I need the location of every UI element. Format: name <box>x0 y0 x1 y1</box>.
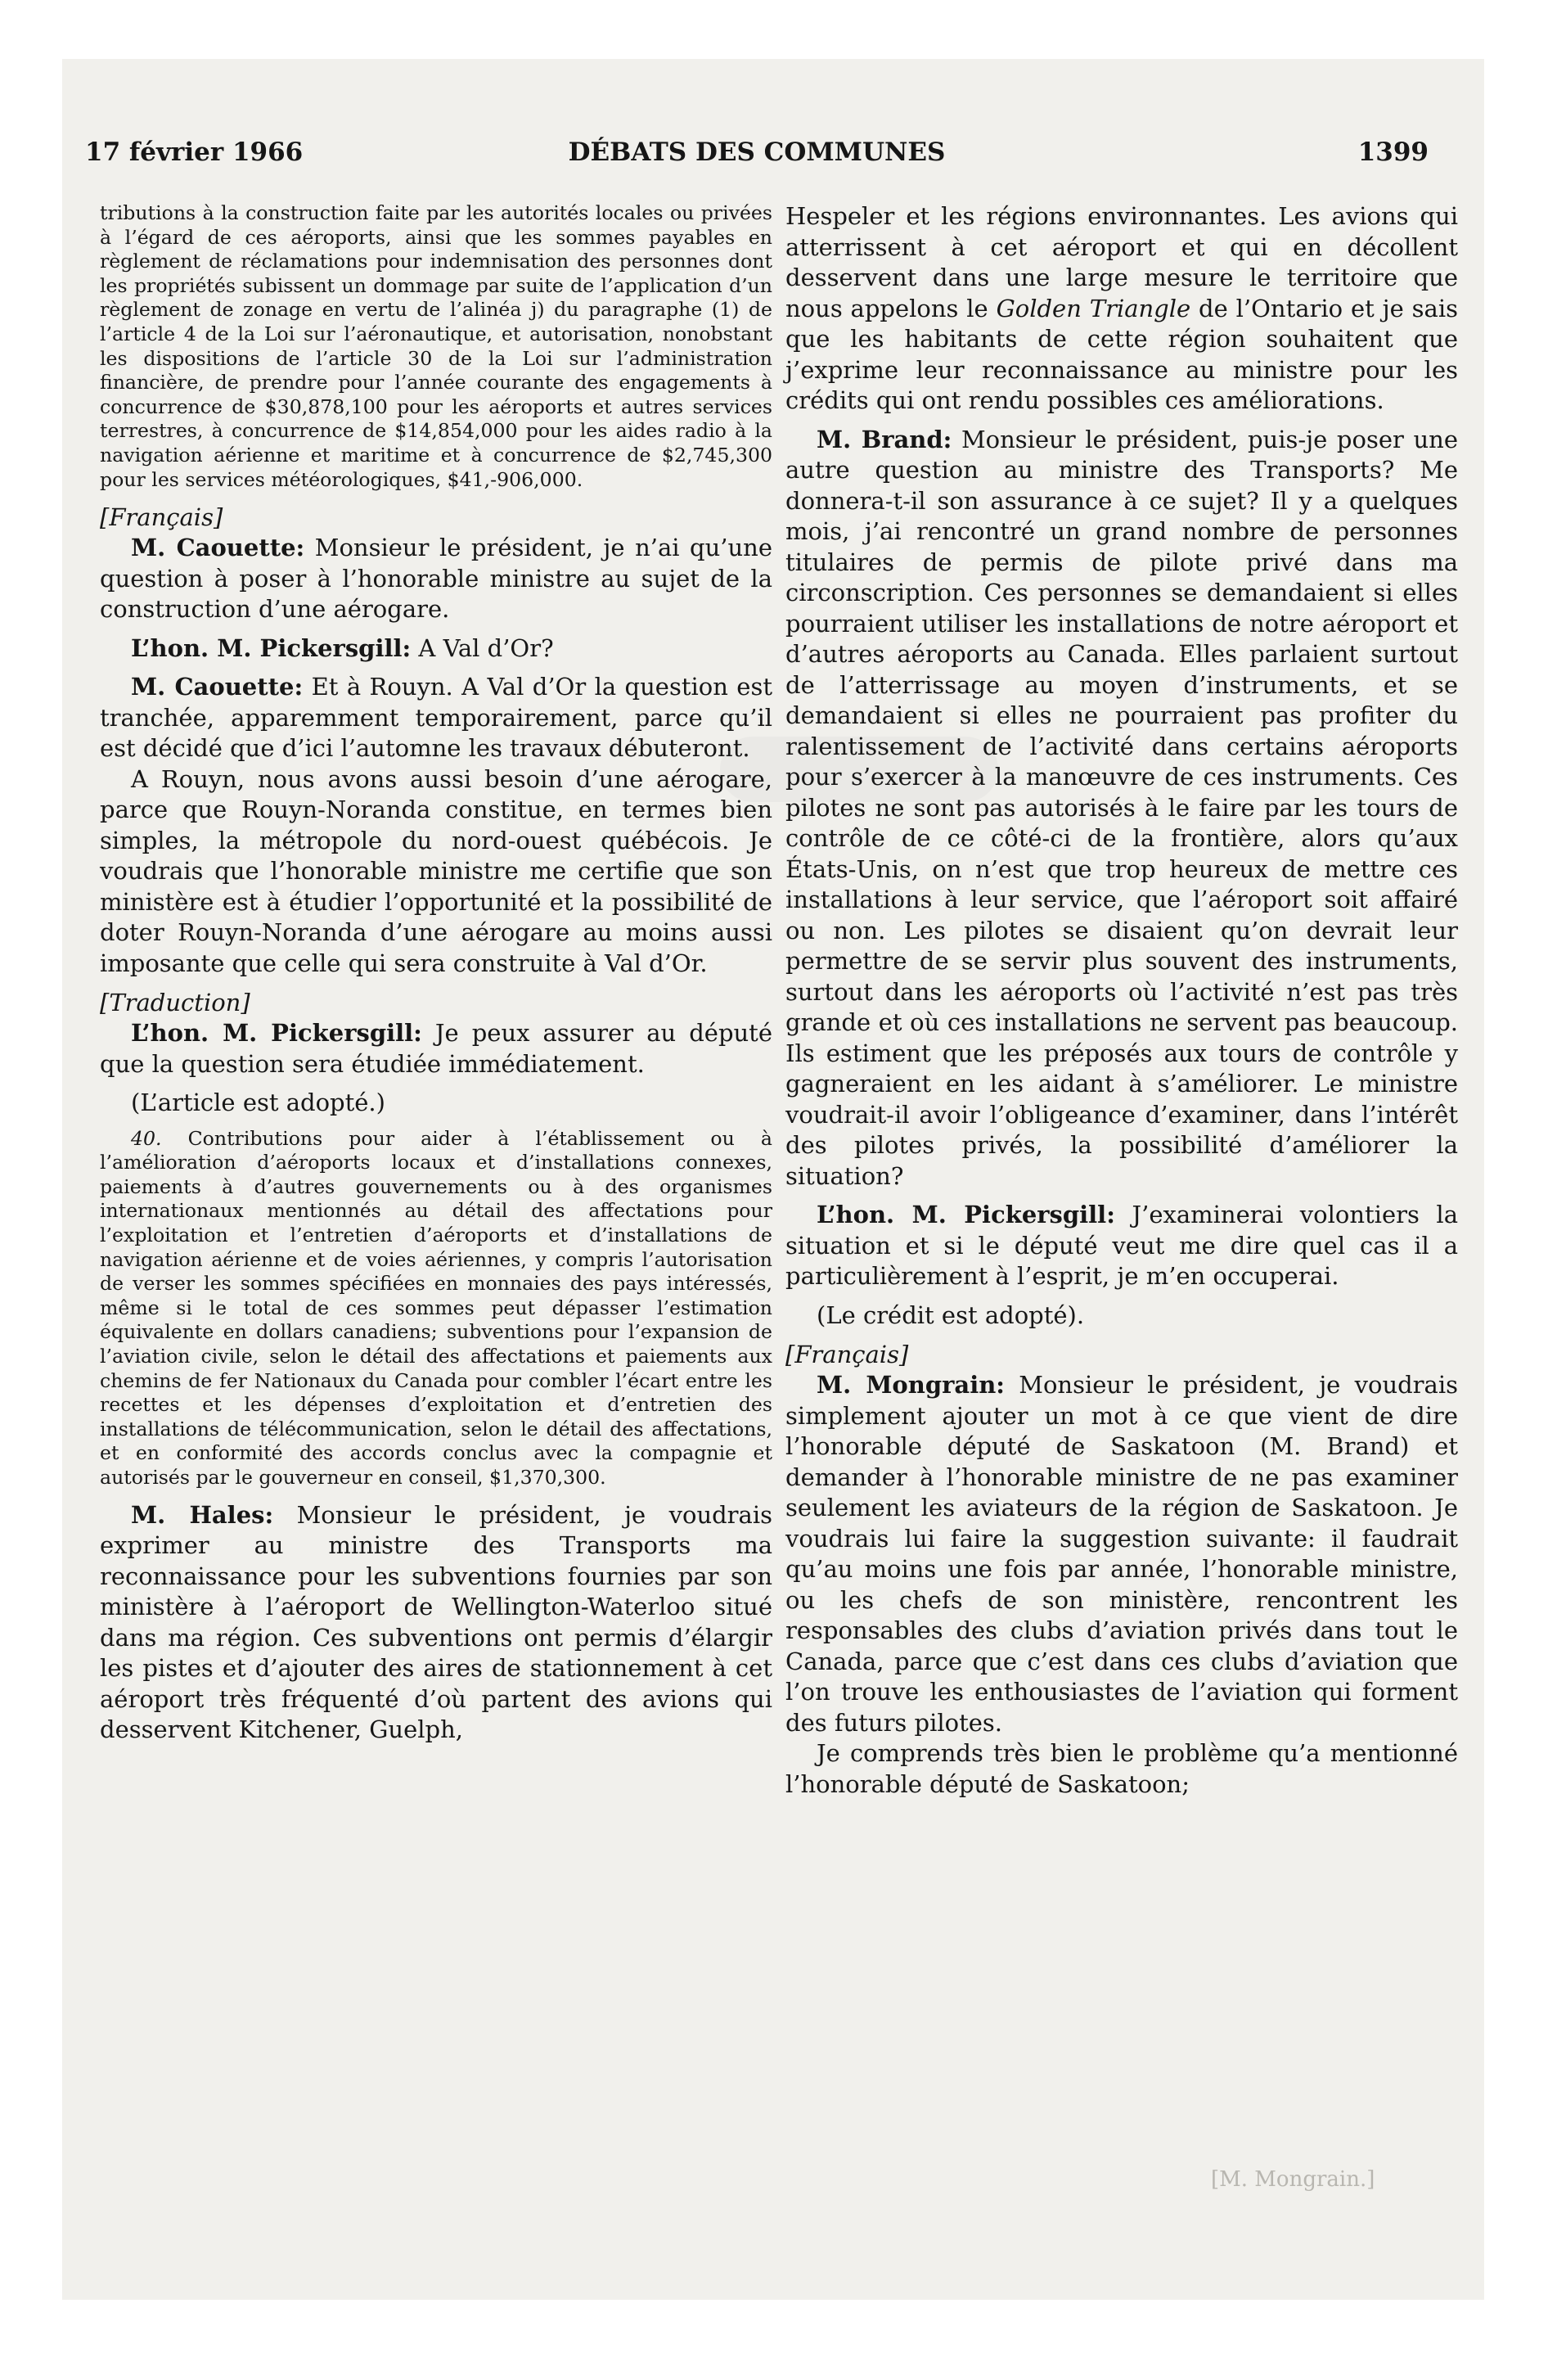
speech-pickersgill-1 <box>100 633 772 665</box>
speech-text: Je peux assurer au député que la question sera étudiée immédiatement. <box>100 1019 772 1078</box>
adoption-note-1: (L’article est adopté.) <box>131 1089 385 1117</box>
language-tag-francais-2: [Français] <box>785 1341 909 1368</box>
language-tag-francais: [Français] <box>100 503 223 532</box>
header-date: 17 février 1966 <box>85 137 304 167</box>
speech-pickersgill-2 <box>100 1018 772 1080</box>
speaker-name: L’hon. M. Pickersgill: <box>131 1019 422 1048</box>
speech-caouette-2-continued: A Rouyn, nous avons aussi besoin d’une aérogare, parce que Rouyn-Noranda constitue, en termes bien simples, la métropole du nord-ouest québécois. Je voudrais que l’honorable ministre me certifie que son ministère est à étudier l’opportunité et la possibilité de doter Rouyn-Noranda d’une aérogare au moins aussi imposante que celle qui sera construite à Val d’Or. <box>100 764 772 977</box>
speech-text: Monsieur le président, je n’ai qu’une question à poser à l’honorable ministre au sujet de la construction d’une aérogare. <box>100 534 772 624</box>
vote-text-continuation: tributions à la construction faite par les autorités locales ou privées à l’égard de ces aéroports, ainsi que les sommes payables en règlement de réclamations pour indemnisation des personnes dont les propriétés subissent un dommage par suite de l’application d’un règlement de zonage en vertu de l’alinéa j) du paragraphe (1) de l’article 4 de la Loi sur l’aéronautique, et autorisation, nonobstant les dispositions de l’article 30 de la Loi sur l’administration financière, de prendre pour l’année courante des engagements à concurrence de $30,878,100 pour les aéroports et autres services terrestres, à concurrence de $14,854,000 pour les aides radio à la navigation aérienne et maritime et à concurrence de $2,745,300 pour les services météorologiques, $41,-906,000. <box>100 201 772 491</box>
item-number: 40. <box>131 1126 162 1150</box>
left-column <box>100 201 772 1746</box>
speech-brand <box>785 425 1458 1192</box>
header-title: DÉBATS DES COMMUNES <box>568 137 946 167</box>
adoption-note-2: (Le crédit est adopté). <box>817 1300 1085 1329</box>
speech-text: A Val d’Or? <box>418 633 554 662</box>
speech-caouette-2 <box>100 672 772 764</box>
speech-caouette-1 <box>100 533 772 625</box>
footer-speaker-reference: [M. Mongrain.] <box>1211 2167 1375 2192</box>
speaker-name: M. Hales: <box>131 1500 274 1529</box>
speaker-name: M. Caouette: <box>131 534 305 562</box>
page-header <box>85 137 1429 175</box>
speech-pickersgill-3 <box>785 1200 1458 1292</box>
speaker-name: M. Caouette: <box>131 673 304 701</box>
speech-text: Monsieur le président, je voudrais simplement ajouter un mot à ce que vient de dire l’honorable député de Saskatoon (M. Brand) et demander à l’honorable ministre de ne pas examiner seulement les aviateurs de la région de Saskatoon. Je voudrais lui faire la suggestion suivante: il faudrait qu’au moins une fois par année, l’honorable ministre, ou les chefs de son ministère, rencontrent les responsables des clubs d’aviation privés dans tout le Canada, parce que c’est dans ces clubs d’aviation que l’on trouve les enthousiastes de l’aviation qui forment des futurs pilotes. <box>785 1371 1458 1737</box>
speech-mongrain-continued: Je comprends très bien le problème qu’a mentionné l’honorable député de Saskatoon; <box>785 1739 1458 1798</box>
speaker-name: M. Brand: <box>817 425 952 453</box>
language-tag-traduction: [Traduction] <box>100 989 250 1017</box>
speech-mongrain <box>785 1370 1458 1738</box>
golden-triangle-term: Golden Triangle <box>996 294 1191 322</box>
speech-text: Et à Rouyn. A Val d’Or la question est tranchée, apparemment temporairement, parce qu’il est décidé que d’ici l’automne les travaux débuteront. <box>100 673 772 763</box>
speaker-name: M. Mongrain: <box>817 1371 1006 1399</box>
speaker-name: L’hon. M. Pickersgill: <box>817 1201 1115 1228</box>
speaker-name: L’hon. M. Pickersgill: <box>131 633 412 662</box>
right-column <box>785 201 1458 1800</box>
speech-text: J’examinerai volontiers la situation et si le député veut me dire quel cas il a particulièrement à l’esprit, je m’en occuperai. <box>785 1201 1458 1290</box>
item-text: Contributions pour aider à l’établissement ou à l’amélioration d’aéroports locaux et d’installations connexes, paiements à d’autres gouvernements ou à des organismes internationaux mentionnés au détail des affectations pour l’exploitation et l’entretien d’aéroports et d’installations de navigation aérienne et de voies aériennes, y compris l’autorisation de verser les sommes spécifiées en monnaies des pays intéressés, même si le total de ces sommes peut dépasser l’estimation équivalente en dollars canadiens; subventions pour l’expansion de l’aviation civile, selon le détail des affectations et paiements aux chemins de fer Nationaux du Canada pour combler l’écart entre les recettes et les dépenses d’exploitation et d’entretien des installations de télécommunication, selon le détail des affectations, et en conformité des accords conclus avec la compagnie et autorisés par le gouverneur en conseil, $1,370,300. <box>100 1126 772 1489</box>
vote-item-40 <box>100 1127 772 1490</box>
speech-text: Monsieur le président, puis-je poser une autre question au ministre des Transports? Me donnera-t-il son assurance à ce sujet? Il y a quelques mois, j’ai rencontré un grand nombre de personnes titulaires de permis de pilote privé dans ma circonscription. Ces personnes se demandaient si elles pourraient utiliser les installations de notre aéroport et d’autres aéroports au Canada. Elles parlaient surtout de l’atterrissage au moyen d’instruments, et se demandaient si elles ne pourraient pas profiter du ralentissement de l’activité dans certains aéroports pour s’exercer à la manœuvre de ces instruments. Ces pilotes ne sont pas autorisés à le faire par les tours de contrôle de ce côté-ci de la frontière, alors qu’aux États-Unis, on n’est que trop heureux de mettre ces installations à leur service, que l’aéroport soit affairé ou non. Les pilotes se disaient qu’on devrait leur permettre de se servir plus souvent des instruments, surtout dans les aéroports où l’activité n’est pas très grande et où ces installations ne servent pas beaucoup. Ils estiment que les préposés aux tours de contrôle y gagneraient en les aidant à s’améliorer. Le ministre voudrait-il avoir l’obligeance d’examiner, dans l’intérêt des pilotes privés, la possibilité d’améliorer la situation? <box>785 425 1458 1190</box>
speech-hales <box>100 1500 772 1746</box>
header-page-number: 1399 <box>1357 137 1429 167</box>
speech-text: Monsieur le président, je voudrais exprimer au ministre des Transports ma reconnaissance pour les subventions fournies par son ministère à l’aéroport de Wellington-Waterloo situé dans ma région. Ces subventions ont permis d’élargir les pistes et d’ajouter des aires de stationnement à cet aéroport très fréquenté d’où partent des avions qui desservent Kitchener, Guelph, <box>100 1500 772 1744</box>
speech-hales-continued: Hespeler et les régions environnantes. Les avions qui atterrissent à cet aéroport et qui en décollent desservent dans une large mesure le territoire que nous appelons le Golden Triangle de l’Ontario et je sais que les habitants de cette région souhaitent que j’exprime leur reconnaissance au ministre pour les crédits qui ont rendu possibles ces améliorations. <box>785 202 1458 414</box>
